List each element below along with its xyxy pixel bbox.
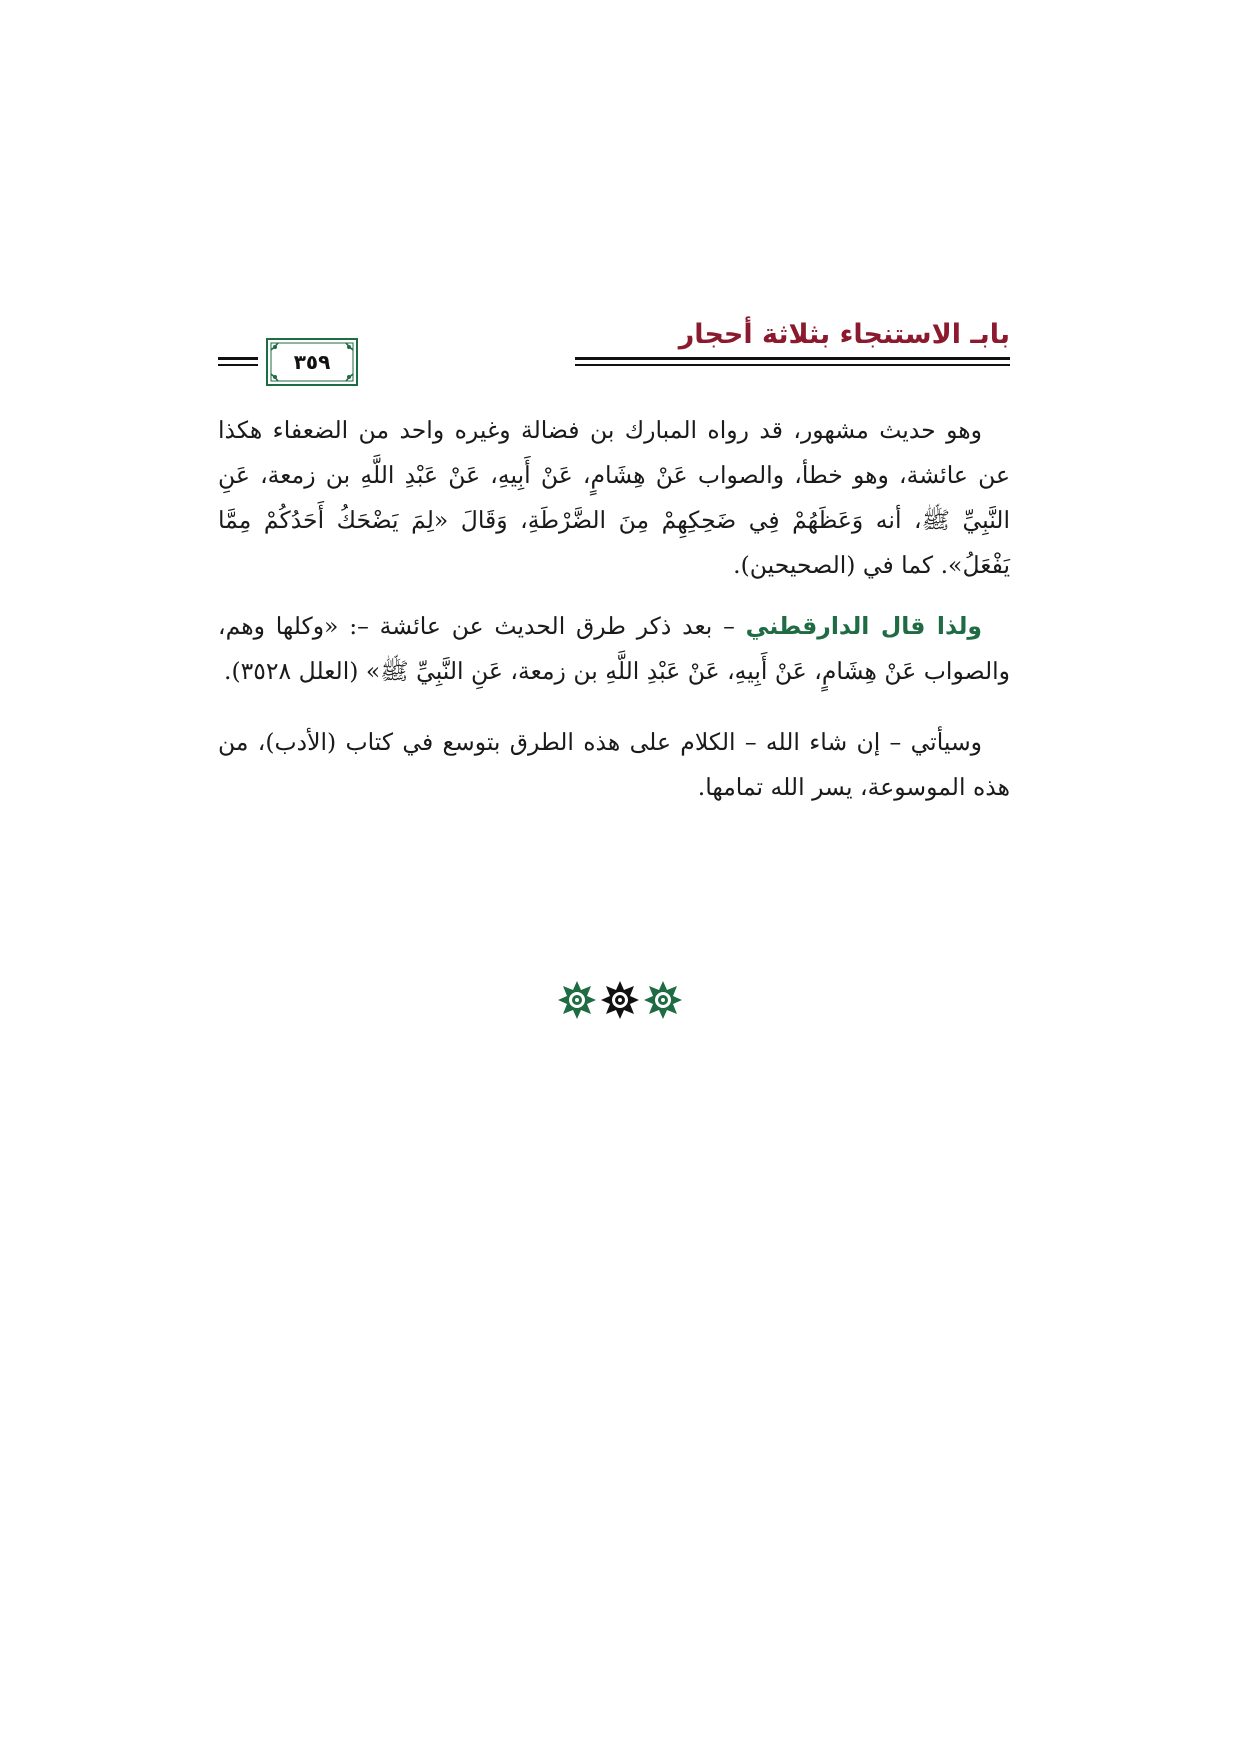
star-rosette-icon (643, 980, 683, 1020)
paragraph-2-lead: ولذا قال الدارقطني (745, 612, 982, 640)
page-number: ٣٥٩ (293, 350, 331, 374)
page-number-badge (266, 338, 358, 386)
paragraph-1: وهو حديث مشهور، قد رواه المبارك بن فضالة وغيره واحد من الضعفاء هكذا عن عائشة، وهو خطأ، والصواب عَنْ هِشَامٍ، عَنْ أَبِيهِ، عَنْ عَبْدِ اللَّهِ بن زمعة، عَنِ النَّبِيِّ ﷺ، أنه وَعَظَهُمْ فِي ضَحِكِهِمْ مِنَ الضَّرْطَةِ، وَقَالَ «لِمَ يَضْحَكُ أَحَدُكُمْ مِمَّا يَفْعَلُ». كما في (الصحيحين). (218, 416, 1010, 579)
chapter-title: بابـ الاستنجاء بثلاثة أحجار (678, 319, 1010, 350)
star-rosette-icon (600, 980, 640, 1020)
paragraph-2 (218, 604, 1010, 694)
header-rule-left (218, 357, 258, 369)
star-rosette-icon (557, 980, 597, 1020)
header-rule-right (575, 357, 1010, 369)
section-end-ornaments (0, 980, 1240, 1024)
paragraph-2-rest: – بعد ذكر طرق الحديث عن عائشة –: «وكلها وهم، والصواب عَنْ هِشَامٍ، عَنْ أَبِيهِ، عَنْ عَبْدِ اللَّهِ بن زمعة، عَنِ النَّبِيِّ ﷺ» (العلل ٣٥٢٨). (218, 612, 1010, 685)
page-body (218, 408, 1010, 826)
paragraph-3: وسيأتي – إن شاء الله – الكلام على هذه الطرق بتوسع في كتاب (الأدب)، من هذه الموسوعة، يسر الله تمامها. (218, 728, 1010, 801)
page-header (218, 310, 1010, 390)
